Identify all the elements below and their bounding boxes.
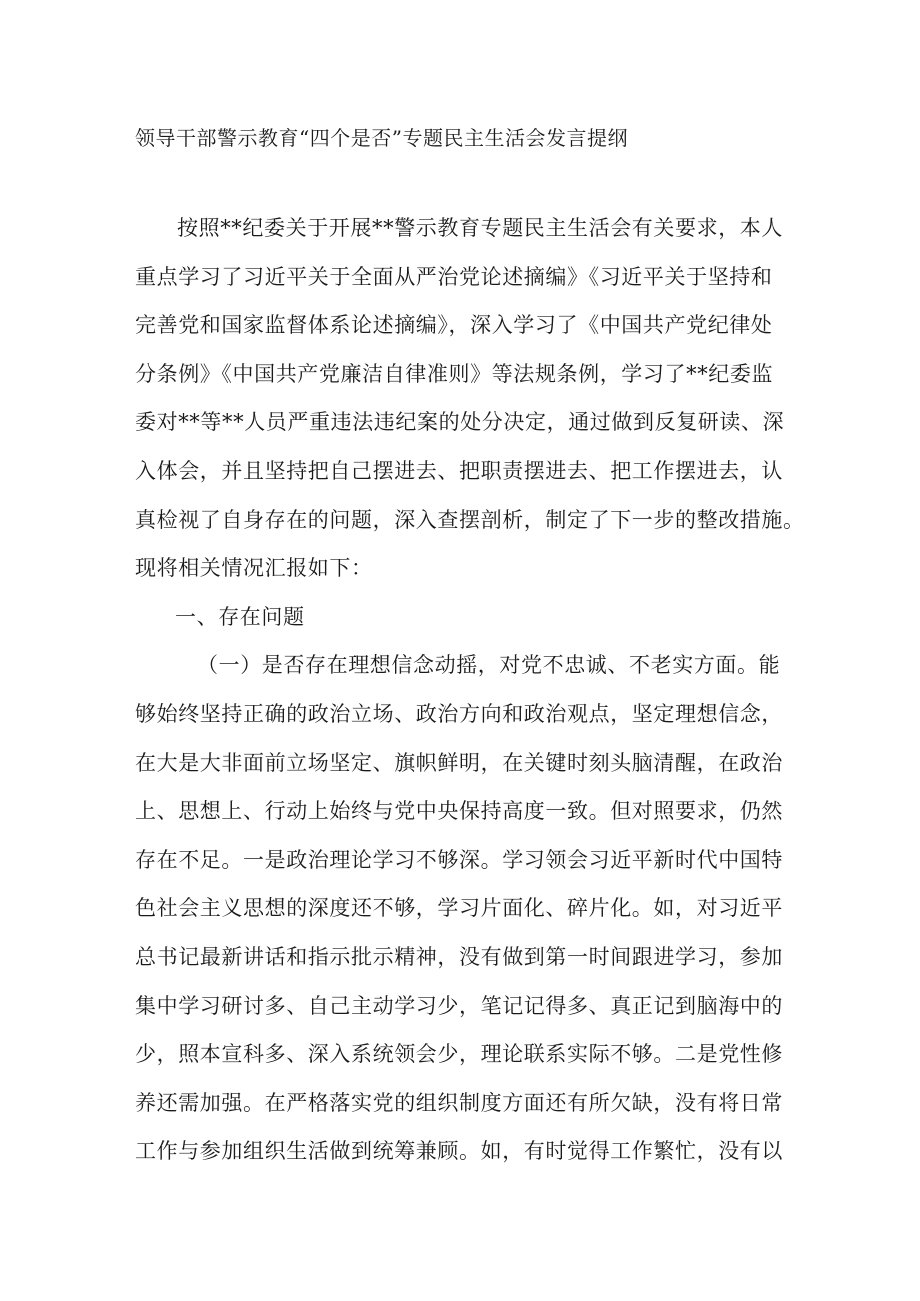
paragraph-line: 养还需加强。在严格落实党的组织制度方面还有所欠缺，没有将日常 <box>135 1090 783 1115</box>
section-heading: 一、存在问题 <box>175 604 305 629</box>
paragraph-line: 分条例》《中国共产党廉洁自律准则》等法规条例，学习了**纪委监 <box>135 361 774 386</box>
paragraph-line: 上、思想上、行动上始终与党中央保持高度一致。但对照要求，仍然 <box>135 799 783 824</box>
paragraph-line: 色社会主义思想的深度还不够，学习片面化、碎片化。如，对习近平 <box>135 896 783 921</box>
paragraph-line: 工作与参加组织生活做到统筹兼顾。如，有时觉得工作繁忙，没有以 <box>135 1139 783 1164</box>
paragraph-line: 真检视了自身存在的问题，深入查摆剖析，制定了下一步的整改措施。 <box>135 507 805 532</box>
paragraph-line: 现将相关情况汇报如下： <box>135 556 373 581</box>
paragraph-line: 完善党和国家监督体系论述摘编》，深入学习了《中国共产党纪律处 <box>135 313 773 338</box>
document-title: 领导干部警示教育“四个是否”专题民主生活会发言提纲 <box>135 126 628 150</box>
paragraph-line: 少，照本宣科多、深入系统领会少，理论联系实际不够。二是党性修 <box>135 1042 783 1067</box>
paragraph-line: 集中学习研讨多、自己主动学习少，笔记记得多、真正记到脑海中的 <box>135 993 783 1018</box>
paragraph-line: 按照**纪委关于开展**警示教育专题民主生活会有关要求，本人 <box>177 216 783 240</box>
paragraph-line: 存在不足。一是政治理论学习不够深。学习领会习近平新时代中国特 <box>135 847 783 872</box>
document-body <box>135 210 805 1182</box>
paragraph-line: 委对**等**人员严重违法违纪案的处分决定，通过做到反复研读、深 <box>135 410 785 435</box>
paragraph-line: 在大是大非面前立场坚定、旗帜鲜明，在关键时刻头脑清醒，在政治 <box>135 750 783 775</box>
paragraph-line: 入体会，并且坚持把自己摆进去、把职责摆进去、把工作摆进去，认 <box>135 458 783 483</box>
paragraph-line: 重点学习了习近平关于全面从严治党论述摘编》《习近平关于坚持和 <box>135 264 773 289</box>
paragraph-line: 总书记最新讲话和指示批示精神，没有做到第一时间跟进学习，参加 <box>135 944 783 969</box>
subsection-heading-line: （一）是否存在理想信念动摇，对党不忠诚、不老实方面。能 <box>197 653 781 678</box>
paragraph-line: 够始终坚持正确的政治立场、政治方向和政治观点，坚定理想信念， <box>135 701 783 726</box>
